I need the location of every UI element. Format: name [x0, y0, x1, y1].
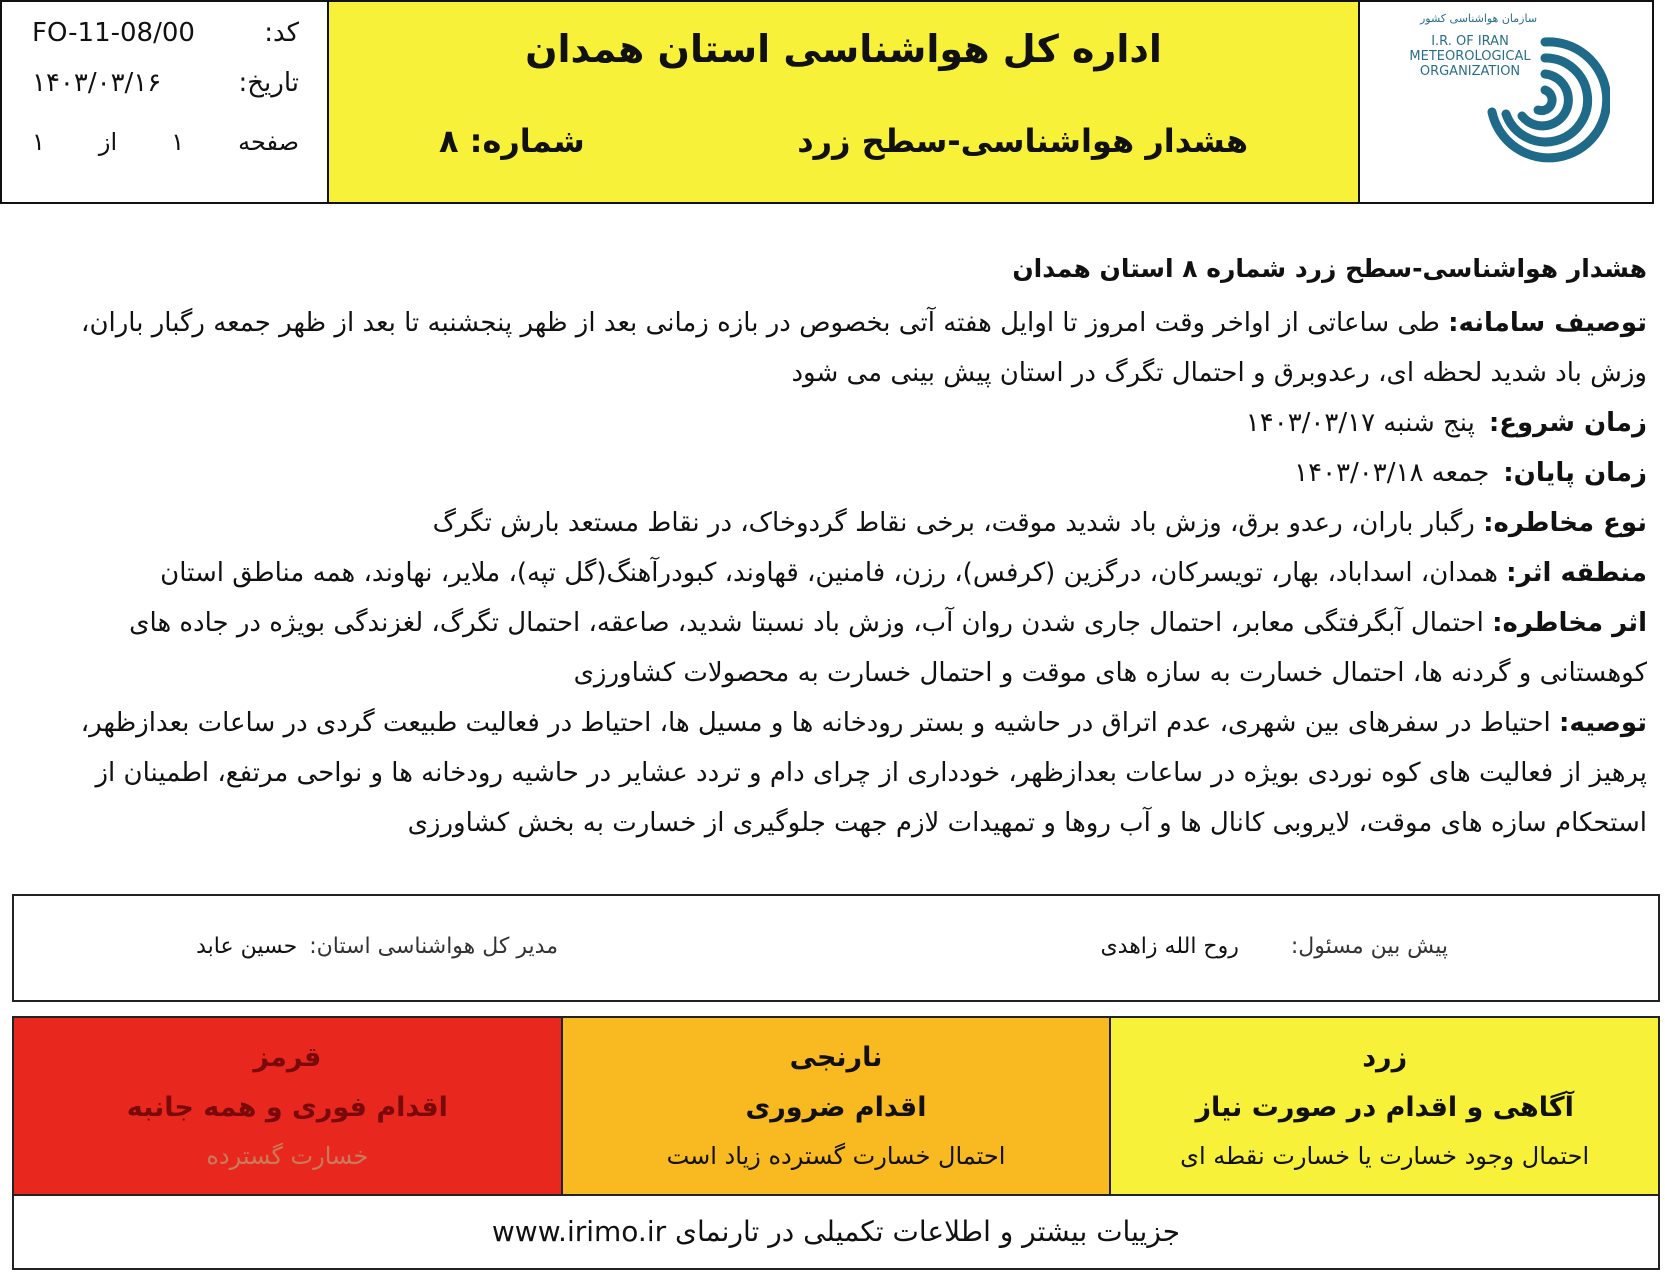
page-of: از: [98, 128, 118, 156]
level-orange-desc: احتمال خسارت گسترده زیاد است: [666, 1142, 1006, 1170]
start-time: [40, 398, 1647, 448]
advice: [40, 698, 1647, 848]
form-meta: [2, 2, 329, 202]
director-name: حسین عابد: [196, 934, 298, 959]
logo-text-fa: سازمان هواشناسی کشور: [1420, 12, 1538, 25]
system-description-text: طی ساعاتی از اواخر وقت امروز تا اوایل هفته آتی بخصوص در بازه زمانی بعد از ظهر پنجشنبه تا بعد از ظهر جمعه رگبار باران، وزش باد شدید لحظه ای، رعدوبرق و احتمال تگرگ در استان پیش بینی می شود: [81, 308, 1647, 388]
forecaster-signature: [1100, 934, 1448, 959]
start-time-value: پنج شنبه ۱۴۰۳/۰۳/۱۷: [1245, 408, 1475, 438]
page-current: ۱: [171, 128, 185, 156]
level-orange-action: اقدام ضروری: [745, 1092, 927, 1123]
meteorology-logo-icon: [1480, 32, 1610, 172]
start-time-label: زمان شروع:: [1488, 408, 1647, 438]
date-label: تاریخ:: [238, 68, 299, 98]
affected-area-text: همدان، اسداباد، بهار، تویسرکان، درگزین (کرفس)، رزن، فامنین، قهاوند، کبودرآهنگ(گل تپه)، ملایر، نهاوند، همه مناطق استان: [160, 558, 1498, 588]
level-red-desc: خسارت گسترده: [206, 1142, 369, 1170]
date-row: [32, 68, 299, 98]
hazard-type-label: نوع مخاطره:: [1483, 508, 1647, 538]
level-yellow-desc: احتمال وجود خسارت یا خسارت نقطه ای: [1180, 1142, 1590, 1170]
hazard-type: [40, 498, 1647, 548]
affected-area-label: منطقه اثر:: [1506, 558, 1647, 588]
alert-number: شماره: ۸: [439, 122, 585, 160]
alert-level-title: هشدار هواشناسی-سطح زرد: [797, 122, 1248, 160]
system-description-label: توصیف سامانه:: [1448, 308, 1647, 338]
level-red-action: اقدام فوری و همه جانبه: [126, 1092, 448, 1123]
level-orange: [563, 1018, 1112, 1194]
page-title: اداره کل هواشناسی استان همدان: [525, 27, 1162, 71]
code-label: کد:: [264, 18, 299, 48]
alert-level-legend: [12, 1016, 1660, 1196]
advice-text: احتیاط در سفرهای بین شهری، عدم اتراق در حاشیه و بستر رودخانه ها و مسیل ها، احتیاط در فعالیت طبیعت گردی در ساعات بعدازظهر، پرهیز از فعالیت های کوه نوردی بویژه در ساعات بعدازظهر، خودداری از چرای دام و تردد عشایر در حاشیه رودخانه ها و نواحی مرتفع، اطمینان از استحکام سازه های موقت، لایروبی کانال ها و آب روها و تمهیدات لازم جهت جلوگیری از خسارت به بخش کشاورزی: [80, 708, 1647, 838]
code-value: FO-11-08/00: [32, 18, 195, 48]
logo-text-en: I.R. OF IRAN METEOROLOGICAL ORGANIZATION: [1409, 34, 1531, 79]
forecaster-name: روح الله زاهدی: [1100, 934, 1239, 959]
code-row: [32, 18, 299, 48]
page-row: [32, 128, 299, 156]
signature-box: [12, 894, 1660, 1002]
page-label: صفحه: [238, 128, 299, 156]
end-time-value: جمعه ۱۴۰۳/۰۳/۱۸: [1294, 458, 1490, 488]
advice-label: توصیه:: [1559, 708, 1647, 738]
hazard-impact-text: احتمال آبگرفتگی معابر، احتمال جاری شدن روان آب، وزش باد نسبتا شدید، صاعقه، احتمال تگرگ، لغزندگی بویژه در جاده های کوهستانی و گردنه ها، احتمال خسارت به سازه های موقت و احتمال خسارت به محصولات کشاورزی: [129, 608, 1647, 688]
hazard-type-text: رگبار باران، رعدو برق، وزش باد شدید موقت، برخی نقاط گردوخاک، در نقاط مستعد بارش تگرگ: [432, 508, 1475, 538]
end-time-label: زمان پایان:: [1503, 458, 1647, 488]
alert-heading: هشدار هواشناسی-سطح زرد شماره ۸ استان همدان: [1012, 254, 1647, 283]
director-signature: [196, 934, 558, 959]
level-red: [14, 1018, 563, 1194]
affected-area: [40, 548, 1647, 598]
page-total: ۱: [32, 128, 45, 156]
date-value: ۱۴۰۳/۰۳/۱۶: [32, 68, 162, 98]
alert-body: [40, 244, 1647, 848]
footer-website-note: جزییات بیشتر و اطلاعات تکمیلی در تارنمای www.irimo.ir: [12, 1196, 1660, 1270]
level-red-name: قرمز: [253, 1042, 322, 1073]
level-yellow-name: زرد: [1362, 1042, 1408, 1073]
level-orange-name: نارنجی: [789, 1042, 883, 1073]
level-yellow-action: آگاهی و اقدام در صورت نیاز: [1195, 1092, 1574, 1123]
header-title-block: [329, 2, 1360, 202]
end-time: [40, 448, 1647, 498]
hazard-impact: [40, 598, 1647, 698]
director-label: مدیر کل هواشناسی استان:: [309, 934, 558, 959]
organization-logo: [1360, 2, 1652, 202]
forecaster-label: پیش بین مسئول:: [1290, 934, 1448, 959]
hazard-impact-label: اثر مخاطره:: [1492, 608, 1647, 638]
document-header: [0, 0, 1654, 204]
system-description: [40, 298, 1647, 398]
level-yellow: [1111, 1018, 1658, 1194]
